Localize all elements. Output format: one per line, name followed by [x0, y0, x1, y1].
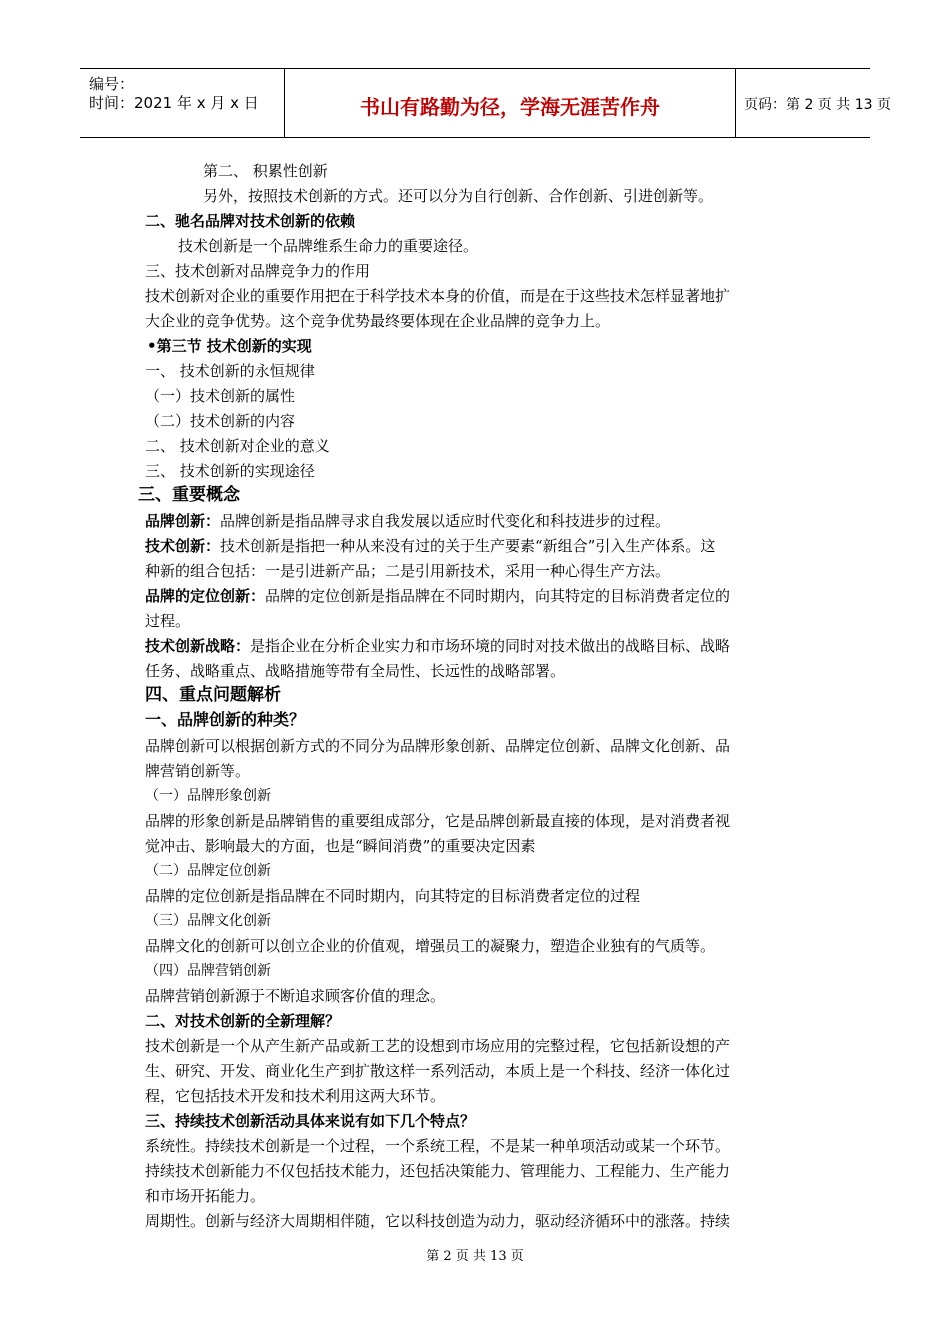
- text-line: 品牌创新可以根据创新方式的不同分为品牌形象创新、品牌定位创新、品牌文化创新、品: [145, 737, 731, 755]
- text-line: 第二、 积累性创新: [203, 162, 328, 180]
- text-line: 品牌营销创新源于不断追求顾客价值的理念。: [145, 987, 446, 1005]
- concept-text: 技术创新是指把一种从来没有过的关于生产要素“新组合”引入生产体系。这: [220, 537, 716, 555]
- header-motto: 书山有路勤为径，学海无涯苦作舟: [360, 95, 660, 119]
- text-line: 觉冲击、影响最大的方面，也是“瞬间消费”的重要决定因素: [145, 837, 536, 855]
- text-line: 大企业的竞争优势。这个竞争优势最终要体现在企业品牌的竞争力上。: [145, 312, 611, 330]
- header-page-number: 页码：第 2 页 共 13 页: [744, 97, 891, 113]
- text-line: 任务、战略重点、战略措施等带有全局性、长远性的战略部署。: [145, 662, 566, 680]
- text-line: 品牌的定位创新是指品牌在不同时期内，向其特定的目标消费者定位的过程: [145, 887, 641, 905]
- concept-definition: [145, 536, 715, 556]
- concept-text: 品牌的定位创新是指品牌在不同时期内，向其特定的目标消费者定位的: [265, 587, 731, 605]
- outline-item: 一、 技术创新的永恒规律: [145, 362, 315, 380]
- outline-item: （二）技术创新的内容: [145, 412, 296, 430]
- outline-item: （一）技术创新的属性: [145, 387, 296, 405]
- text-line: 生、研究、开发、商业化生产到扩散这样一系列活动，本质上是一个科技、经济一体化过: [145, 1062, 731, 1080]
- subsection-label: （四）品牌营销创新: [145, 963, 271, 979]
- text-line: 牌营销创新等。: [145, 762, 251, 780]
- concept-term: 品牌的定位创新：: [145, 587, 266, 605]
- text-line: 品牌文化的创新可以创立企业的价值观，增强员工的凝聚力，塑造企业独有的气质等。: [145, 937, 716, 955]
- question-heading: 一、品牌创新的种类？: [145, 710, 306, 729]
- question-heading: 二、对技术创新的全新理解？: [145, 1012, 341, 1030]
- concept-term: 技术创新：: [145, 537, 221, 555]
- text-line: 种新的组合包括：一是引进新产品；二是引用新技术，采用一种心得生产方法。: [145, 562, 671, 580]
- concept-definition: [145, 636, 730, 656]
- concept-definition: [145, 511, 670, 531]
- header-right-cell: [736, 69, 891, 137]
- subsection-label: （三）品牌文化创新: [145, 913, 271, 929]
- subsection-label: （二）品牌定位创新: [145, 863, 271, 879]
- document-number-label: 编号：: [89, 75, 135, 93]
- section-heading: 四、重点问题解析: [145, 685, 281, 705]
- header-middle-cell: [285, 69, 736, 137]
- text-line: 持续技术创新能力不仅包括技术能力，还包括决策能力、管理能力、工程能力、生产能力: [145, 1162, 731, 1180]
- text-line: 技术创新是一个从产生新产品或新工艺的设想到市场应用的完整过程，它包括新设想的产: [145, 1037, 731, 1055]
- text-line: 系统性。持续技术创新是一个过程，一个系统工程，不是某一种单项活动或某一个环节。: [145, 1137, 731, 1155]
- section-heading: •第三节 技术创新的实现: [147, 337, 312, 355]
- concept-text: 是指企业在分析企业实力和市场环境的同时对技术做出的战略目标、战略: [250, 637, 731, 655]
- text-line: 技术创新对企业的重要作用把在于科学技术本身的价值，而是在于这些技术怎样显著地扩: [145, 287, 731, 305]
- concept-term: 品牌创新：: [145, 512, 221, 530]
- text-line: 程，它包括技术开发和技术利用这两大环节。: [145, 1087, 446, 1105]
- document-date: 时间：2021 年 x 月 x 日: [89, 94, 259, 112]
- concept-text: 品牌创新是指品牌寻求自我发展以适应时代变化和科技进步的过程。: [220, 512, 671, 530]
- text-line: 周期性。创新与经济大周期相伴随，它以科技创造为动力，驱动经济循环中的涨落。持续: [145, 1212, 731, 1230]
- text-line: 另外，按照技术创新的方式。还可以分为自行创新、合作创新、引进创新等。: [203, 187, 714, 205]
- outline-item: 二、 技术创新对企业的意义: [145, 437, 330, 455]
- section-heading: 二、驰名品牌对技术创新的依赖: [145, 212, 356, 230]
- section-heading: 三、重要概念: [138, 485, 240, 505]
- subsection-label: （一）品牌形象创新: [145, 788, 271, 804]
- header-left-cell: [80, 69, 285, 137]
- page-footer: 第 2 页 共 13 页: [426, 1249, 524, 1264]
- concept-term: 技术创新战略：: [145, 637, 251, 655]
- text-line: 品牌的形象创新是品牌销售的重要组成部分，它是品牌创新最直接的体现，是对消费者视: [145, 812, 731, 830]
- text-line: 过程。: [145, 612, 191, 630]
- text-line: 三、技术创新对品牌竞争力的作用: [145, 262, 371, 280]
- text-line: 和市场开拓能力。: [145, 1187, 266, 1205]
- concept-definition: [145, 586, 730, 606]
- question-heading: 三、持续技术创新活动具体来说有如下几个特点？: [145, 1112, 476, 1130]
- header-table: [80, 68, 891, 138]
- outline-item: 三、 技术创新的实现途径: [145, 462, 315, 480]
- text-line: 技术创新是一个品牌维系生命力的重要途径。: [178, 237, 479, 255]
